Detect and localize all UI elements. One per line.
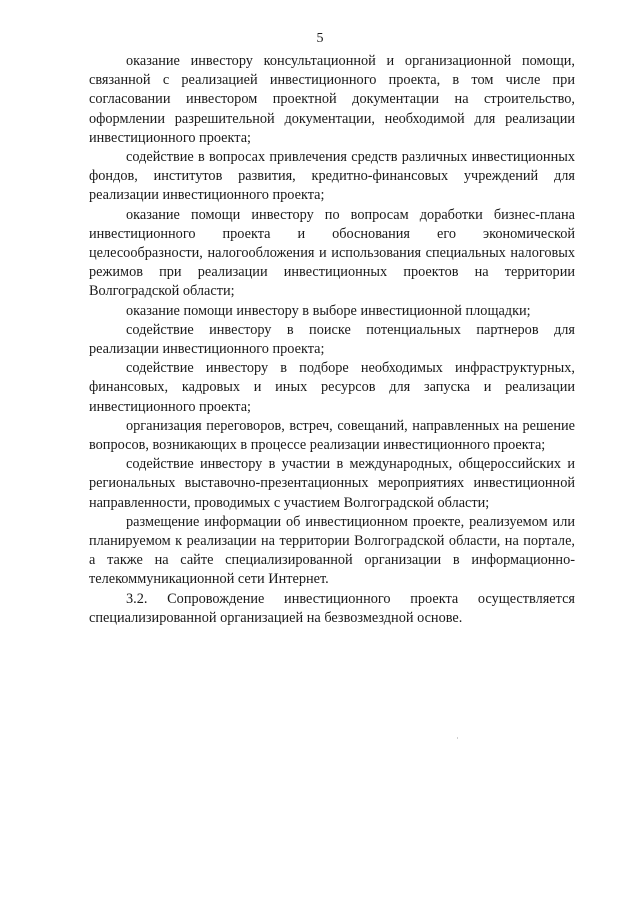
paragraph-information-placement: размещение информации об инвестиционном проекте, реализуемом или планируемом к реализации на территории Волгоградской области, на портале, а также на сайте специализированной организации в информационно-телекоммуникационной сети Интернет.	[89, 513, 575, 588]
paragraph-exhibitions: содействие инвестору в участии в международных, общероссийских и региональных выставочно-презентационных мероприятиях инвестиционной направленности, проводимых с участием Волгоградской области;	[89, 456, 575, 511]
page-number: 5	[316, 31, 324, 46]
paragraph-resource-selection: содействие инвестору в подборе необходимых инфраструктурных, финансовых, кадровых и иных ресурсов для запуска и реализации инвестиционного проекта;	[89, 360, 575, 415]
paragraph-funding-assistance: содействие в вопросах привлечения средств различных инвестиционных фондов, институтов развития, кредитно-финансовых учреждений для реализации инвестиционного проекта;	[89, 149, 575, 204]
paragraph-consulting-assistance: оказание инвестору консультационной и организационной помощи, связанной с реализацией инвестиционного проекта, в том числе при согласовании инвестором проектной документации на строительство, оформлении разрешительной документации, необходимой для реализации инвестиционного проекта;	[89, 53, 575, 146]
paragraph-section-3-2: 3.2. Сопровождение инвестиционного проекта осуществляется специализированной организацией на безвозмездной основе.	[89, 590, 575, 626]
scan-artifact	[457, 737, 458, 739]
document-body	[89, 52, 575, 628]
paragraph-partner-search: содействие инвестору в поиске потенциальных партнеров для реализации инвестиционного проекта;	[89, 321, 575, 358]
paragraph-negotiations: организация переговоров, встреч, совещаний, направленных на решение вопросов, возникающих в процессе реализации инвестиционного проекта;	[89, 417, 575, 454]
paragraph-site-selection: оказание помощи инвестору в выборе инвестиционной площадки;	[126, 302, 531, 319]
paragraph-business-plan-assistance: оказание помощи инвестору по вопросам доработки бизнес-плана инвестиционного проекта и обоснования его экономической целесообразности, налогообложения и использования специальных налоговых режимов при реализации инвестиционных проектов на территории Волгоградской области;	[89, 206, 575, 300]
